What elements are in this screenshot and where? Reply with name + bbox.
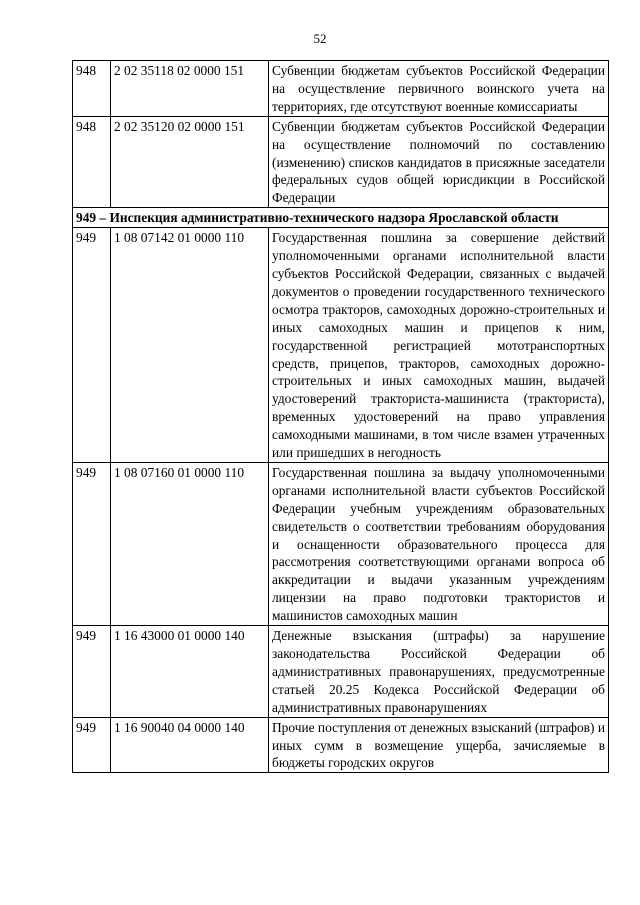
admin-code-cell: 948 — [73, 61, 111, 117]
description-cell: Государственная пошлина за совершение действий уполномоченными органами исполнительной власти субъектов Российской Федерации, связанных с выдачей документов о проведении государственного технического осмотра тракторов, самоходных дорожно-строительных и иных самоходных машин и прицепов к ним, государственной регистрацией мототранспортных средств, прицепов, тракторов, самоходных дорожно-строительных и иных самоходных машин, выдачей удостоверений тракториста-машиниста (тракториста), временных удостоверений на право управления самоходными машинами, в том числе взамен утраченных или пришедших в негодность — [269, 228, 609, 463]
section-title: 949 – Инспекция административно-технического надзора Ярославской области — [76, 210, 559, 226]
revenue-code-cell: 1 08 07160 01 0000 110 — [111, 462, 269, 625]
description-cell: Субвенции бюджетам субъектов Российской Федерации на осуществление первичного воинского учета на территориях, где отсутствуют военные комиссариаты — [269, 61, 609, 117]
table-row — [73, 228, 609, 463]
description-cell: Субвенции бюджетам субъектов Российской Федерации на осуществление полномочий по составлению (изменению) списков кандидатов в присяжные заседатели федеральных судов общей юрисдикции в Российской Федерации — [269, 116, 609, 208]
table-row — [73, 61, 609, 117]
description-cell: Прочие поступления от денежных взысканий (штрафов) и иных сумм в возмещение ущерба, зачисляемые в бюджеты городских округов — [269, 717, 609, 773]
admin-code-cell: 949 — [73, 717, 111, 773]
table-row — [73, 717, 609, 773]
description-cell: Денежные взыскания (штрафы) за нарушение законодательства Российской Федерации об административных правонарушениях, предусмотренные статьей 20.25 Кодекса Российской Федерации об административных правонарушениях — [269, 626, 609, 718]
admin-code-cell: 948 — [73, 116, 111, 208]
revenue-code-cell: 1 16 90040 04 0000 140 — [111, 717, 269, 773]
table-row — [73, 462, 609, 625]
revenue-code-cell: 2 02 35118 02 0000 151 — [111, 61, 269, 117]
revenue-code-cell: 2 02 35120 02 0000 151 — [111, 116, 269, 208]
page-number: 52 — [313, 31, 327, 46]
admin-code-cell: 949 — [73, 462, 111, 625]
description-cell: Государственная пошлина за выдачу уполномоченными органами исполнительной власти субъектов Российской Федерации учебным учреждениям образовательных свидетельств о соответствии требованиям оборудования и оснащенности образовательного процесса для рассмотрения соответствующими органами вопроса об аккредитации и выдачи указанным учреждениям лицензии на право подготовки трактористов и машинистов самоходных машин — [269, 462, 609, 625]
revenue-codes-table — [72, 60, 609, 773]
table-row — [73, 116, 609, 208]
section-header — [73, 208, 609, 228]
revenue-code-cell: 1 16 43000 01 0000 140 — [111, 626, 269, 718]
admin-code-cell: 949 — [73, 626, 111, 718]
section-header-row — [73, 208, 609, 228]
admin-code-cell: 949 — [73, 228, 111, 463]
revenue-code-cell: 1 08 07142 01 0000 110 — [111, 228, 269, 463]
table-row — [73, 626, 609, 718]
